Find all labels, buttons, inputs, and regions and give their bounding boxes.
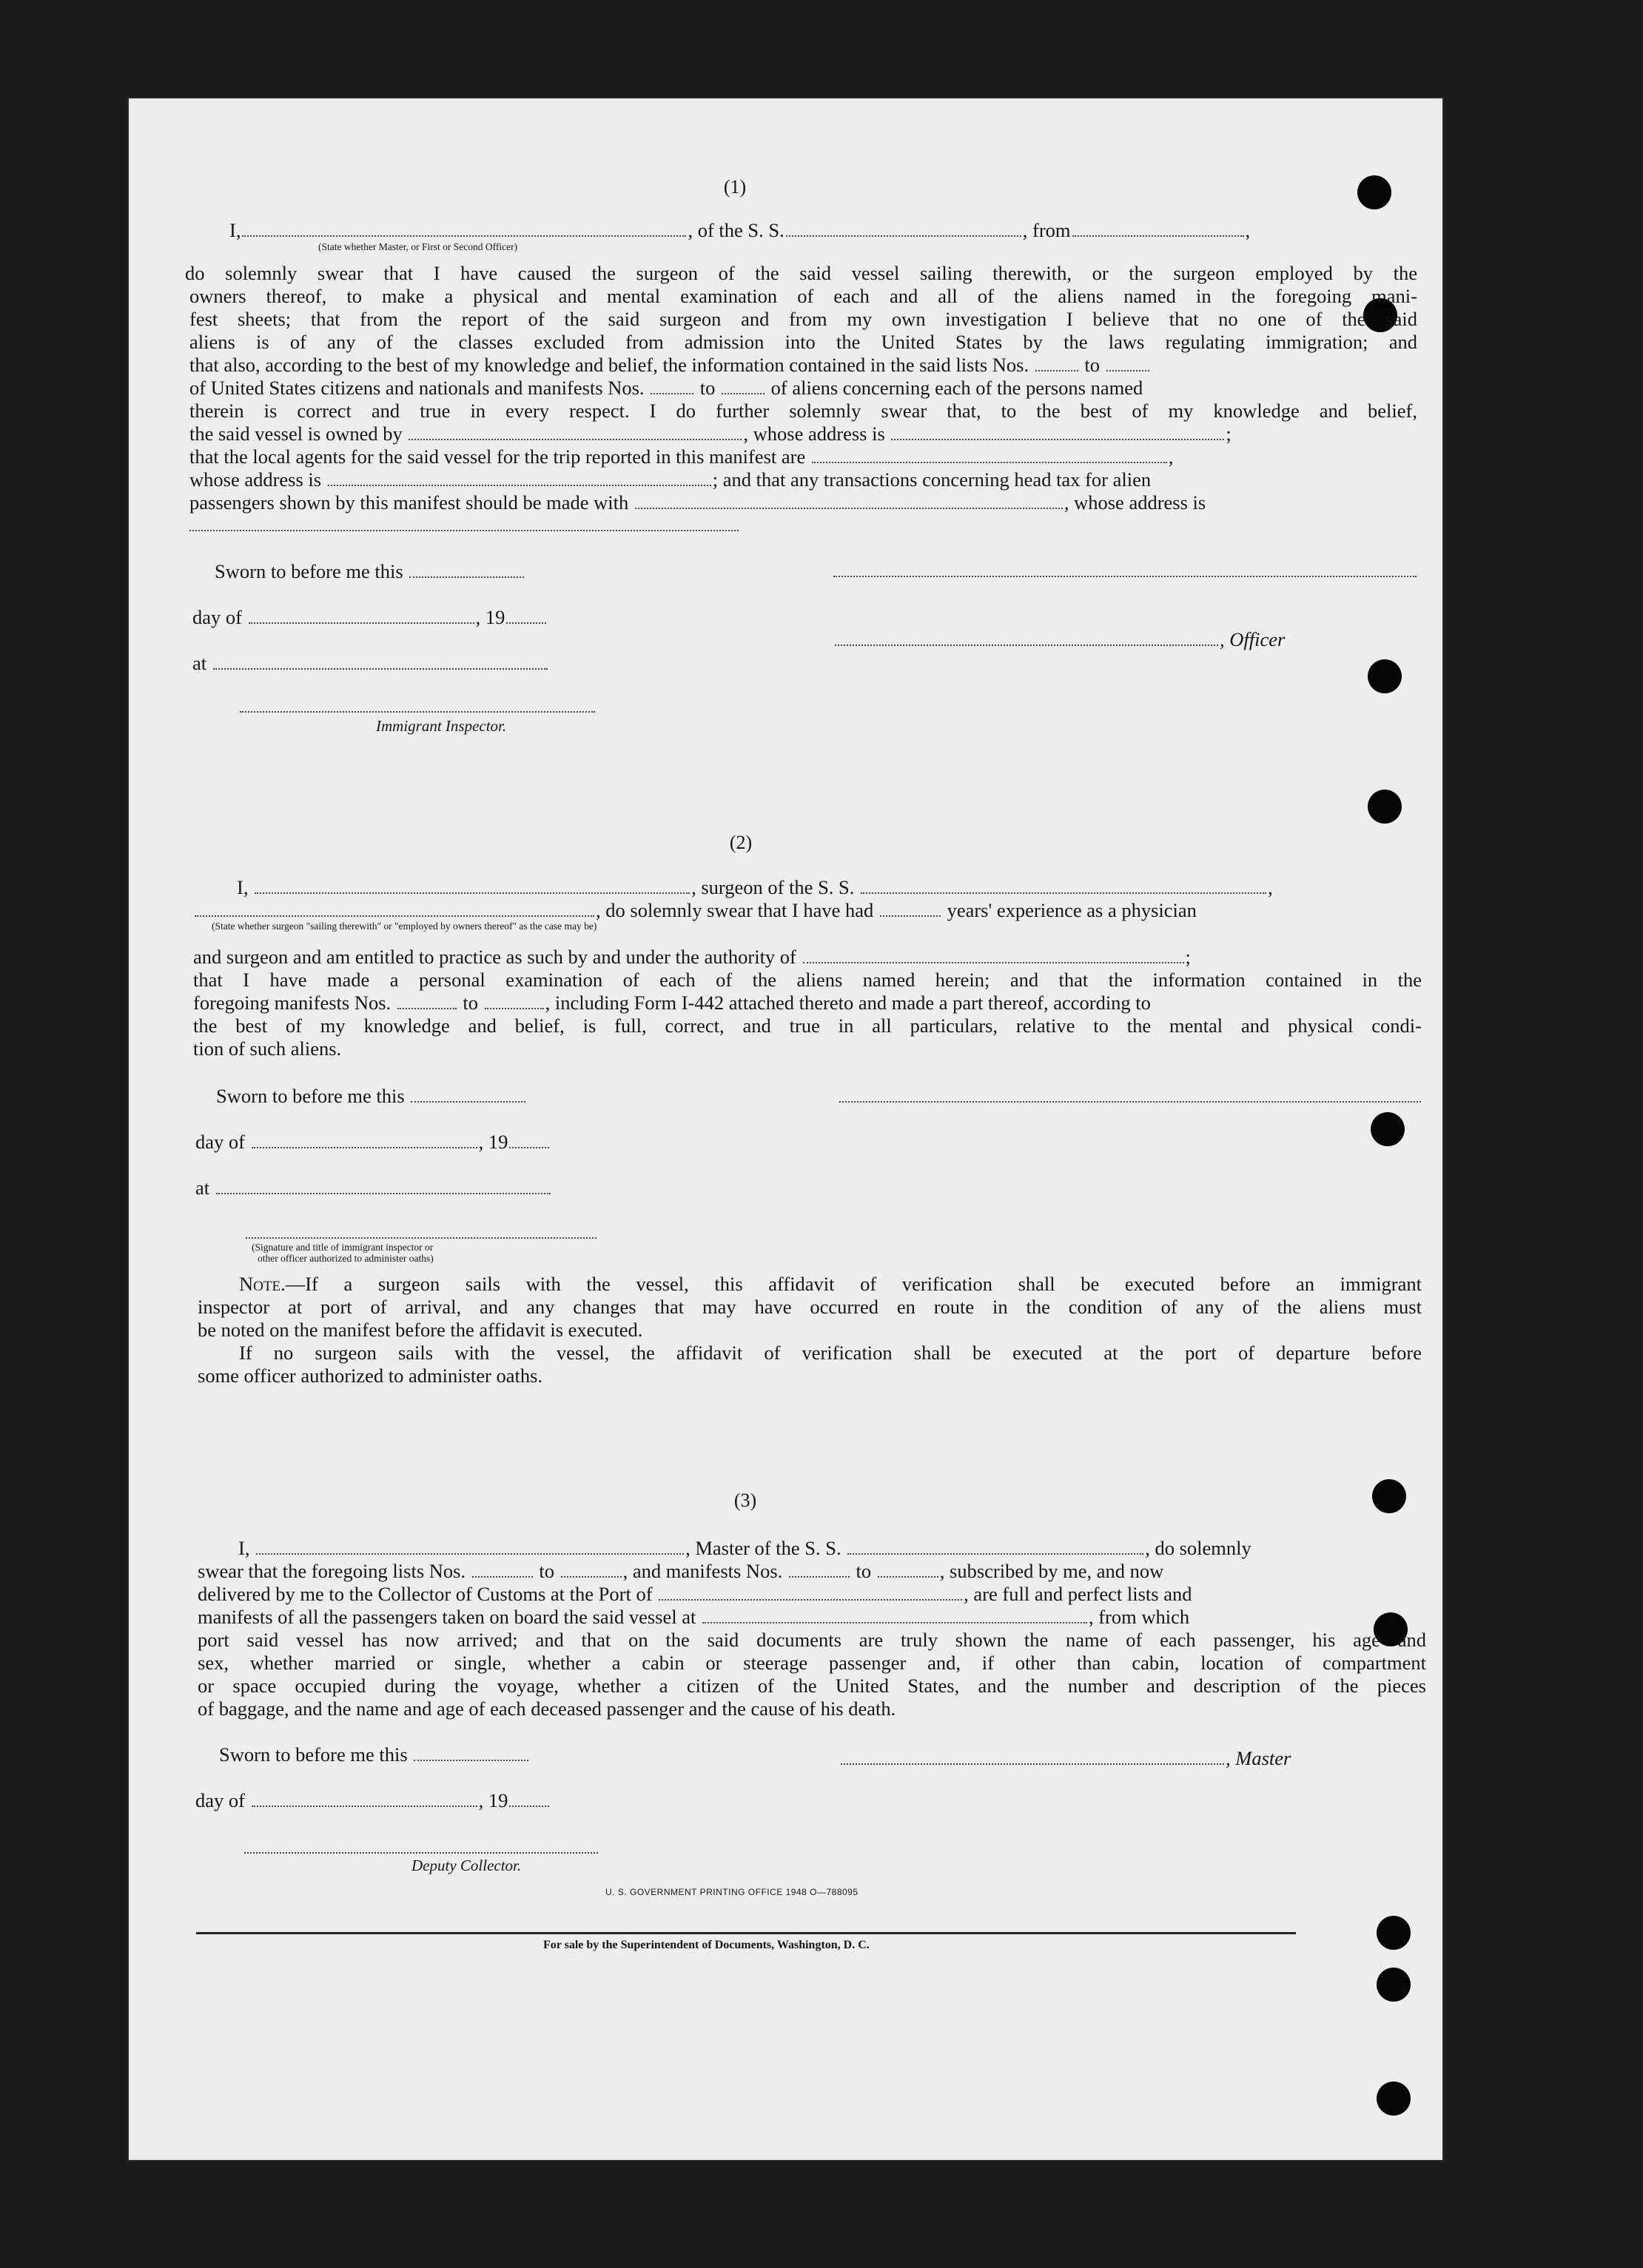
text: and surgeon and am entitled to practice as such by and under the authority of: [193, 946, 796, 968]
lists-from-field[interactable]: [1035, 369, 1078, 371]
port-field[interactable]: [659, 1598, 962, 1601]
inspector-signature-field[interactable]: [246, 1237, 597, 1239]
text: swear that the foregoing lists Nos.: [198, 1560, 466, 1582]
sworn-day-field[interactable]: [414, 1759, 528, 1761]
text: , of the S. S.: [688, 219, 784, 241]
text: , 19: [478, 1131, 508, 1153]
authority-field[interactable]: [803, 961, 1184, 963]
lists-from-field[interactable]: [472, 1575, 533, 1578]
section-3-line-2: [198, 1560, 1426, 1583]
section-3-paragraph-line: port said vessel has now arrived; and that on the said documents are truly shown the name of each passenger, his age and: [198, 1629, 1426, 1651]
text: at: [192, 652, 207, 674]
text: to: [699, 377, 716, 399]
day-of-line: [195, 1131, 551, 1154]
year-field[interactable]: [509, 1805, 549, 1807]
at-line: [192, 652, 549, 675]
text: I,: [229, 219, 241, 241]
years-experience-field[interactable]: [880, 915, 941, 917]
text: years' experience as a physician: [947, 899, 1197, 921]
text: , 19: [478, 1789, 508, 1811]
deputy-collector-label: Deputy Collector.: [411, 1857, 522, 1874]
section-2-line-5: [193, 992, 1151, 1014]
section-2-paragraph-line: that I have made a personal examination of each of the aliens named herein; and that the information contained in the: [193, 969, 1422, 991]
text: ,: [1168, 445, 1174, 468]
vessel-name-field[interactable]: [786, 235, 1021, 237]
section-2-line-1: [237, 876, 1421, 899]
officer-title-field[interactable]: [242, 235, 686, 237]
text: , from: [1022, 219, 1071, 241]
punch-hole: [1368, 790, 1402, 824]
text: of aliens concerning each of the persons named: [770, 377, 1143, 399]
section-2-paragraph-line: the best of my knowledge and belief, is full, correct, and true in all particulars, relative to the mental and physical condi-: [193, 1014, 1422, 1037]
local-agents-field[interactable]: [812, 461, 1167, 463]
section-3-line-1: [238, 1537, 1425, 1560]
year-field[interactable]: [506, 622, 546, 624]
section-3-heading: (3): [733, 1490, 757, 1511]
punch-hole: [1368, 659, 1402, 693]
collector-signature-field[interactable]: [244, 1852, 598, 1854]
section-3-line-4: [198, 1606, 1426, 1629]
section-1-paragraph-line: aliens is of any of the classes excluded from admission into the United States by the laws regulating immigration; and: [189, 331, 1417, 353]
sworn-day-field[interactable]: [409, 576, 524, 578]
manifests-to-field[interactable]: [485, 1007, 544, 1009]
note-lead: Note.: [239, 1273, 286, 1295]
text: , 19: [475, 606, 505, 628]
text: , whose address is: [1064, 491, 1206, 514]
text: to: [463, 992, 479, 1014]
section-1-line-10: [189, 445, 1418, 468]
head-tax-contact-field[interactable]: [635, 507, 1063, 509]
manifest-page: [127, 97, 1444, 2161]
text: ;: [1185, 946, 1191, 968]
punch-hole: [1357, 175, 1391, 209]
punch-hole: [1377, 1916, 1411, 1950]
section-2-heading: (2): [729, 832, 753, 853]
section-1-line-11: [189, 468, 1418, 491]
text: , including Form I-442 attached thereto and made a part thereof, according to: [545, 992, 1151, 1014]
text: , do solemnly: [1145, 1537, 1251, 1559]
text: , do solemnly swear that I have had: [596, 899, 874, 921]
printing-office-imprint: U. S. GOVERNMENT PRINTING OFFICE 1948 O—788095: [605, 1887, 859, 1897]
section-3-paragraph-line: of baggage, and the name and age of each deceased passenger and the cause of his death.: [198, 1697, 896, 1720]
text: at: [195, 1177, 210, 1199]
section-1-paragraph-line: fest sheets; that from the report of the said surgeon and from my own investigation I believe that no one of the said: [189, 308, 1417, 330]
section-1-paragraph-line: owners thereof, to make a physical and mental examination of each and all of the aliens named in the foregoing mani-: [189, 285, 1417, 307]
manifests-to-field[interactable]: [878, 1575, 938, 1578]
vessel-name-field[interactable]: [847, 1552, 1143, 1555]
place-field[interactable]: [216, 1192, 551, 1194]
note-line: be noted on the manifest before the affidavit is executed.: [198, 1319, 643, 1341]
day-of-line: [195, 1789, 551, 1812]
section-1-line-1: [229, 219, 1415, 242]
footer-rule: [196, 1932, 1296, 1934]
text: to: [856, 1560, 872, 1582]
text: day of: [195, 1131, 245, 1153]
text: , subscribed by me, and now: [939, 1560, 1164, 1582]
text: , surgeon of the S. S.: [691, 876, 855, 898]
sworn-line: [215, 560, 525, 583]
surgeon-status-field[interactable]: [195, 915, 594, 917]
text: foregoing manifests Nos.: [193, 992, 392, 1014]
punch-hole: [1377, 2082, 1411, 2116]
master-label: , Master: [1226, 1747, 1291, 1769]
punch-hole: [1371, 1112, 1405, 1146]
text: day of: [192, 606, 242, 628]
text: , whose address is: [743, 423, 885, 445]
signature-caption: other officer authorized to administer oaths): [258, 1253, 434, 1264]
section-1-paragraph-line: do solemnly swear that I have caused the surgeon of the said vessel sailing therewith, or the surgeon employed by the: [185, 262, 1417, 284]
signature-caption: (Signature and title of immigrant inspector or: [252, 1242, 434, 1253]
surgeon-signature-field[interactable]: [839, 1101, 1421, 1103]
section-3-paragraph-line: or space occupied during the voyage, whether a citizen of the United States, and the number and description of the pieces: [198, 1675, 1426, 1697]
text: Sworn to before me this: [216, 1085, 405, 1107]
at-line: [195, 1177, 552, 1199]
text: ;: [1226, 423, 1232, 445]
sworn-line: [216, 1085, 527, 1108]
text: that also, according to the best of my knowledge and belief, the information contained in the said lists Nos.: [189, 354, 1029, 376]
text: to: [539, 1560, 554, 1582]
officer-label: , Officer: [1220, 628, 1286, 650]
manifests-to-field[interactable]: [722, 392, 765, 394]
immigrant-inspector-label: Immigrant Inspector.: [376, 717, 507, 735]
place-field[interactable]: [213, 667, 548, 670]
officer-name-field[interactable]: [835, 644, 1218, 646]
text: , are full and perfect lists and: [964, 1583, 1192, 1605]
text: manifests of all the passengers taken on board the said vessel at: [198, 1606, 696, 1628]
manifests-from-field[interactable]: [789, 1575, 850, 1578]
officer-title-caption: (State whether Master, or First or Second Officer): [318, 241, 518, 252]
year-field[interactable]: [509, 1146, 549, 1148]
manifests-from-field[interactable]: [651, 392, 693, 394]
text: ; and that any transactions concerning head tax for alien: [712, 468, 1152, 491]
text: , Master of the S. S.: [685, 1537, 841, 1559]
text: I,: [237, 876, 249, 898]
agents-address-field[interactable]: [328, 484, 711, 486]
section-3-line-3: [198, 1583, 1426, 1606]
note-line: [198, 1273, 1422, 1296]
section-1-line-12: [189, 491, 1418, 514]
lists-to-field[interactable]: [561, 1575, 622, 1578]
sale-notice: For sale by the Superintendent of Documents, Washington, D. C.: [543, 1939, 870, 1951]
note-line: some officer authorized to administer oaths.: [198, 1364, 543, 1387]
text: ,: [1268, 876, 1273, 898]
officer-signature-field[interactable]: [833, 576, 1417, 577]
text: delivered by me to the Collector of Customs at the Port of: [198, 1583, 653, 1605]
vessel-name-field[interactable]: [861, 892, 1266, 894]
embarkation-port-field[interactable]: [702, 1621, 1087, 1623]
section-1-line-7: [189, 377, 1143, 400]
surgeon-status-caption: (State whether surgeon "sailing therewith" or "employed by owners thereof" as the case may be): [212, 921, 597, 932]
text: Sworn to before me this: [215, 560, 403, 582]
text: Sworn to before me this: [219, 1743, 408, 1766]
manifests-from-field[interactable]: [397, 1007, 457, 1009]
port-from-field[interactable]: [1072, 235, 1244, 237]
punch-hole: [1372, 1479, 1406, 1513]
punch-hole: [1377, 1968, 1411, 2002]
month-field[interactable]: [252, 1805, 477, 1807]
text: , from which: [1088, 1606, 1190, 1628]
master-line: [839, 1747, 1291, 1770]
text: passengers shown by this manifest should be made with: [189, 491, 629, 514]
section-2-paragraph-line: tion of such aliens.: [193, 1037, 342, 1060]
section-1-heading: (1): [723, 176, 747, 198]
master-signature-field[interactable]: [841, 1763, 1224, 1765]
surgeon-name-field[interactable]: [255, 892, 690, 894]
section-2-line-3: [193, 946, 1422, 969]
text: ,: [1245, 219, 1251, 241]
day-of-line: [192, 606, 548, 629]
section-3-paragraph-line: sex, whether married or single, whether a cabin or steerage passenger and, if other than cabin, location of compartment: [198, 1652, 1426, 1674]
section-2-line-2: [193, 899, 1422, 922]
month-field[interactable]: [249, 622, 474, 624]
owner-field[interactable]: [409, 438, 742, 440]
inspector-signature-field[interactable]: [240, 711, 595, 713]
section-1-paragraph-line: therein is correct and true in every respect. I do further solemnly swear that, to the best of my knowledge and belief,: [189, 400, 1417, 422]
text: of United States citizens and nationals and manifests Nos.: [189, 377, 645, 399]
section-1-line-9: [189, 423, 1418, 445]
note-line: inspector at port of arrival, and any changes that may have occurred en route in the condition of any of the aliens must: [198, 1296, 1422, 1318]
text: —If a surgeon sails with the vessel, this affidavit of verification shall be executed before an immigrant: [285, 1273, 1422, 1295]
text: that the local agents for the said vessel for the trip reported in this manifest are: [189, 445, 806, 468]
head-tax-address-field[interactable]: [189, 530, 739, 531]
note-line: If no surgeon sails with the vessel, the affidavit of verification shall be executed at the port of departure before: [239, 1342, 1422, 1364]
lists-to-field[interactable]: [1106, 369, 1149, 371]
master-name-field[interactable]: [256, 1552, 684, 1555]
sworn-day-field[interactable]: [411, 1100, 525, 1103]
text: , and manifests Nos.: [622, 1560, 783, 1582]
sworn-line: [219, 1743, 530, 1766]
month-field[interactable]: [252, 1146, 477, 1148]
section-1-line-6: [189, 354, 1151, 377]
text: whose address is: [189, 468, 322, 491]
text: the said vessel is owned by: [189, 423, 403, 445]
officer-line: [833, 628, 1285, 651]
text: I,: [238, 1537, 250, 1559]
owner-address-field[interactable]: [891, 438, 1224, 440]
text: day of: [195, 1789, 245, 1811]
text: to: [1084, 354, 1100, 376]
